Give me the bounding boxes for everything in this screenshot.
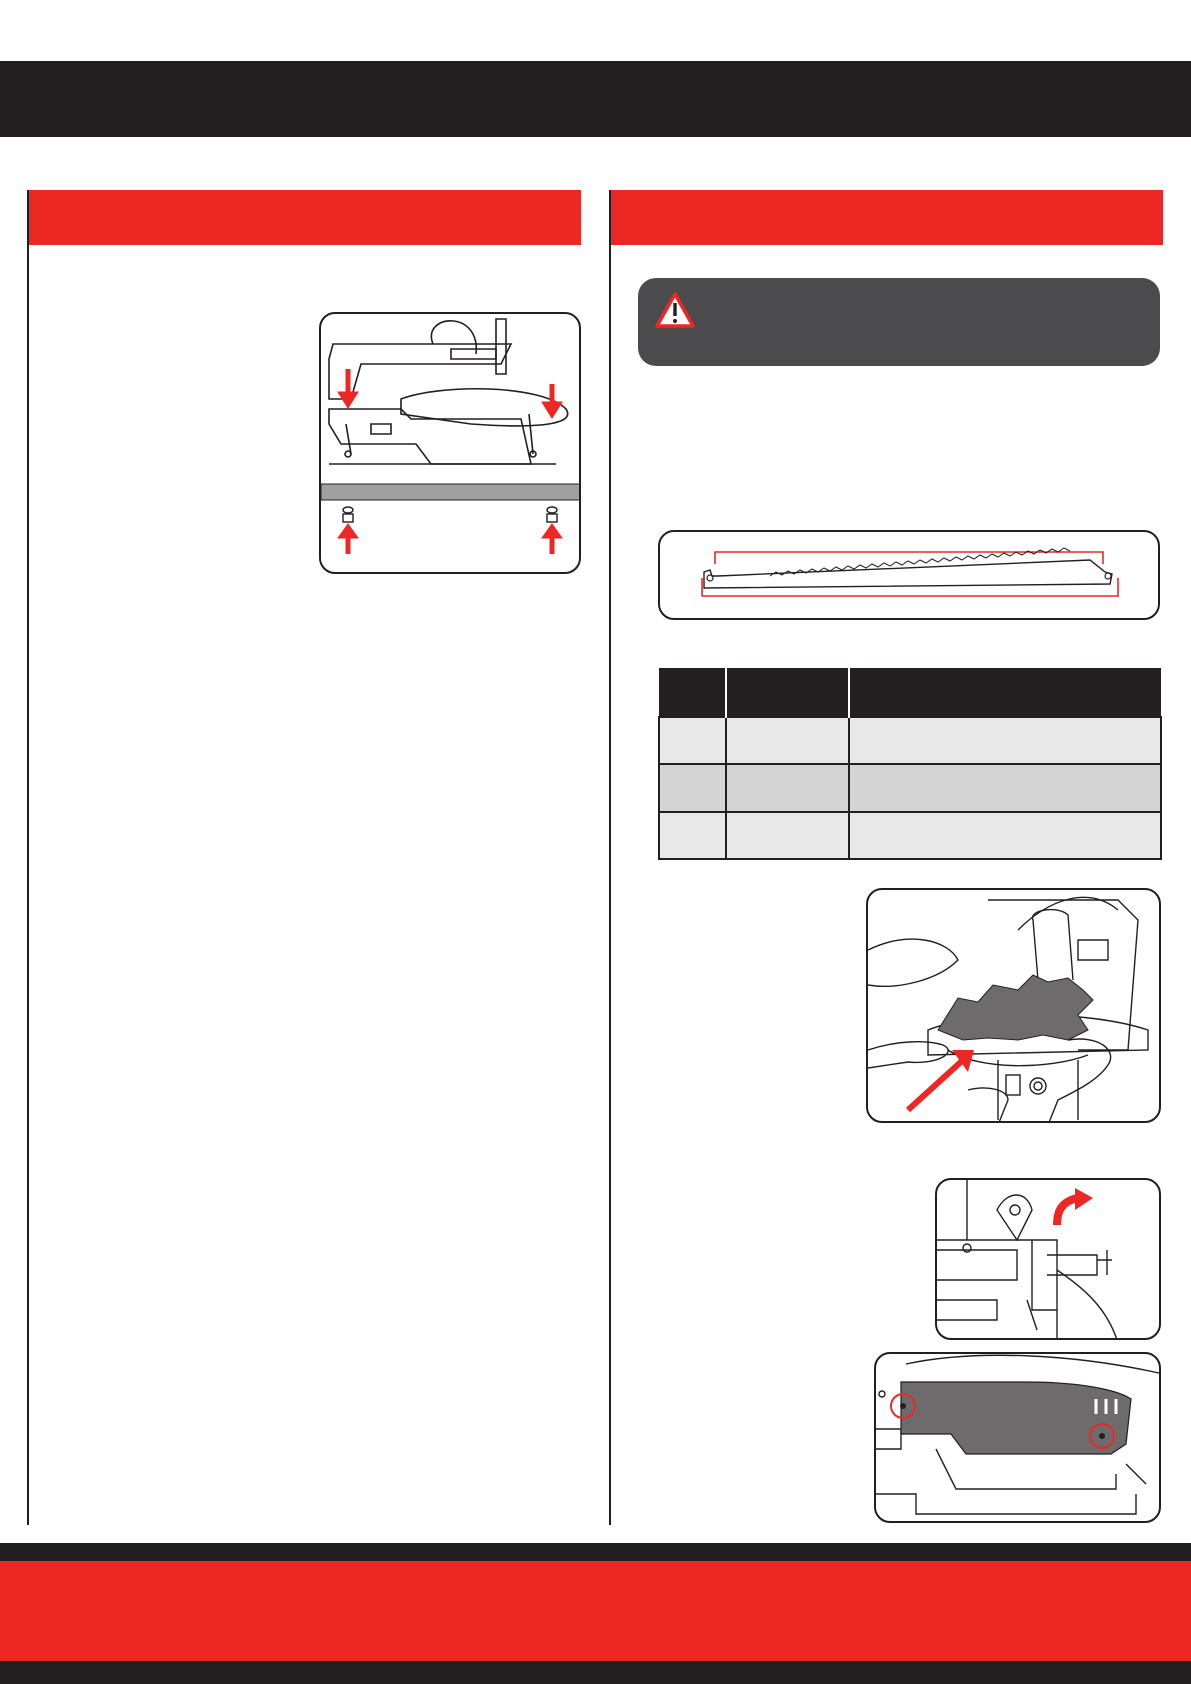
workpiece-shape: [938, 975, 1093, 1040]
table-cell: [726, 764, 849, 811]
table-row: [659, 764, 1161, 811]
workpiece-diagram: [868, 890, 1161, 1123]
side-cover-panel: [901, 1382, 1131, 1454]
table-cell: [659, 764, 726, 811]
lever-figure: [935, 1178, 1161, 1340]
table-cell: [726, 717, 849, 764]
table-cell: [849, 717, 1161, 764]
blade-figure: [658, 530, 1160, 620]
side-cover-diagram: [876, 1354, 1161, 1523]
side-cover-figure: [874, 1352, 1161, 1523]
red-arrow-icon: [1057, 1198, 1077, 1225]
red-arrow-icon: [338, 369, 562, 554]
red-arrow-icon: [908, 1060, 963, 1110]
workpiece-figure: [866, 888, 1161, 1123]
table-row: [659, 812, 1161, 859]
table-header-cell: [726, 668, 849, 717]
bench-top: [321, 484, 581, 500]
table-cell: [659, 717, 726, 764]
table-header-row: [659, 668, 1161, 717]
footer-bottom-band: [0, 1661, 1191, 1684]
left-section-header: [29, 190, 581, 245]
warning-box: [638, 278, 1160, 366]
mounting-diagram: [321, 314, 581, 574]
mounting-figure: [319, 312, 581, 574]
blade-spec-table: [658, 668, 1162, 860]
lever-diagram: [937, 1180, 1161, 1340]
blade-diagram: [660, 532, 1160, 620]
header-band: [0, 61, 1191, 137]
right-column-rule: [609, 190, 611, 1525]
table-cell: [726, 812, 849, 859]
table-row: [659, 717, 1161, 764]
footer-red-band: [0, 1561, 1191, 1661]
table-cell: [849, 812, 1161, 859]
table-cell: [849, 764, 1161, 811]
right-section-header: [611, 190, 1163, 245]
table-cell: [659, 812, 726, 859]
left-column-rule: [27, 190, 29, 1525]
table-header-cell: [849, 668, 1161, 717]
warning-triangle-icon: [655, 292, 695, 328]
footer-dark-band: [0, 1543, 1191, 1561]
table-header-cell: [659, 668, 726, 717]
